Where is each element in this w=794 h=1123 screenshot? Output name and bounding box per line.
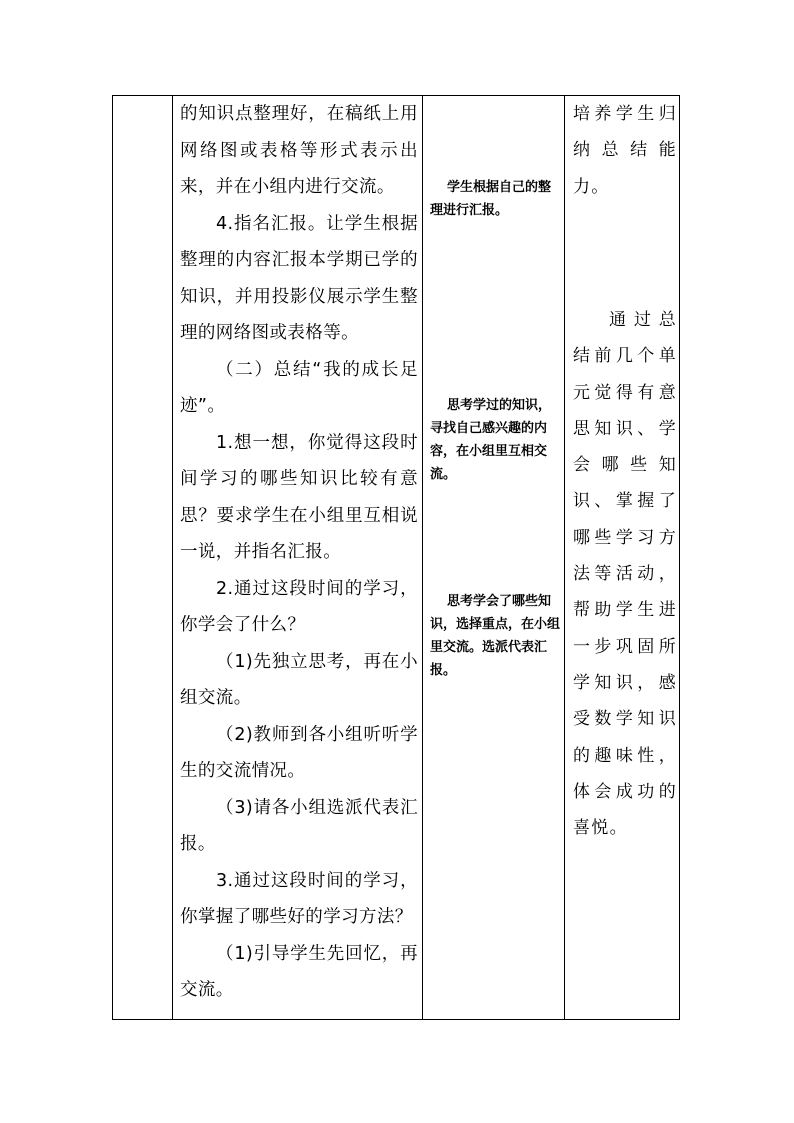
teacher-activity-text <box>180 96 418 1009</box>
design-intent: 培养学生归纳总结能力。 <box>573 104 677 197</box>
teacher-paragraph: 2.通过这段时间的学习，你学会了什么？ <box>180 578 418 635</box>
student-activity-column <box>423 96 565 1019</box>
student-activity: 思考学会了哪些知识，选择重点，在小组里交流。选派代表汇报。 <box>430 594 561 678</box>
design-intent: 通过总结前几个单元觉得有意思知识、学会哪些知识、掌握了哪些学习方法等活动，帮助学生进一步巩固所学知识，感受数学知识的趣味性，体会成功的喜悦。 <box>573 310 677 839</box>
teacher-paragraph: 的知识点整理好，在稿纸上用网络图或表格等形式表示出来，并在小组内进行交流。 <box>180 104 418 197</box>
student-activity: 思考学过的知识，寻找自己感兴趣的内容，在小组里互相交流。 <box>430 398 552 482</box>
teacher-paragraph: 4.指名汇报。让学生根据整理的内容汇报本学期已学的知识，并用投影仪展示学生整理的网络图或表格等。 <box>180 213 418 343</box>
teacher-paragraph: （1)先独立思考，再在小组交流。 <box>180 651 418 708</box>
teacher-paragraph: （二）总结“我的成长足迹”。 <box>180 359 418 416</box>
teacher-activity-column <box>173 96 423 1019</box>
teacher-paragraph: 3.通过这段时间的学习，你掌握了哪些好的学习方法？ <box>180 870 418 927</box>
design-intent-column <box>565 96 681 1019</box>
lesson-plan-table <box>112 95 680 1020</box>
teacher-paragraph: （1)引导学生先回忆，再交流。 <box>180 943 418 1000</box>
student-activity: 学生根据自己的整理进行汇报。 <box>430 180 552 218</box>
stage-column <box>113 96 173 1019</box>
teacher-paragraph: 1.想一想，你觉得这段时间学习的哪些知识比较有意思？要求学生在小组里互相说一说，并指名汇报。 <box>180 432 418 562</box>
teacher-paragraph: （3)请各小组选派代表汇报。 <box>180 797 418 854</box>
teacher-paragraph: （2)教师到各小组听听学生的交流情况。 <box>180 724 418 781</box>
